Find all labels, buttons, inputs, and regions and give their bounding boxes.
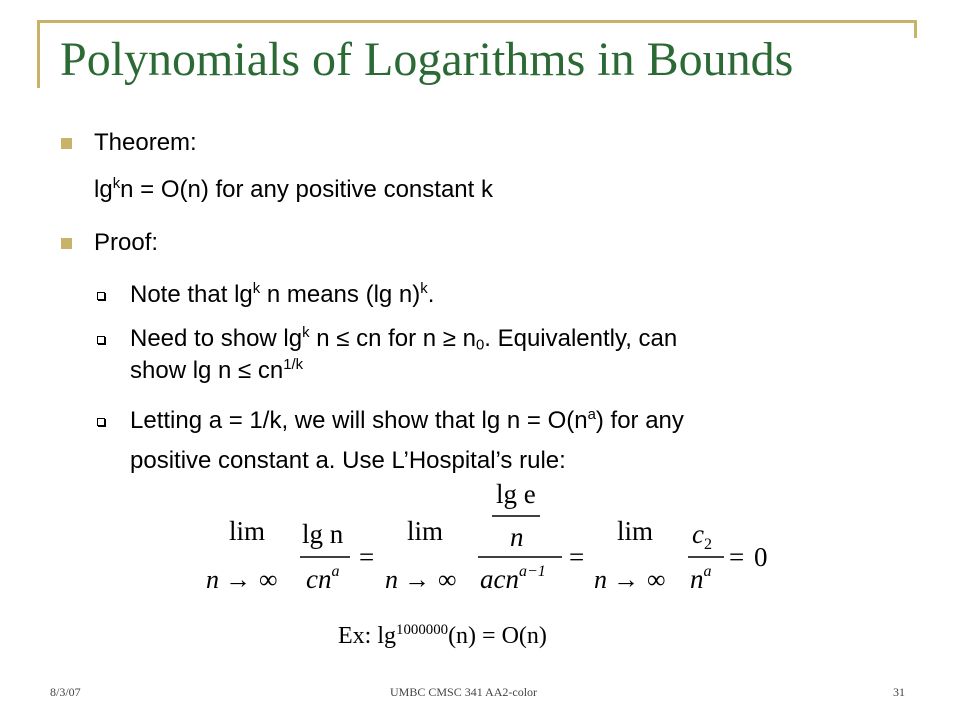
lim-sub-3: n → ∞ (594, 565, 666, 594)
result-zero: 0 (754, 542, 768, 572)
lim-1: lim (229, 516, 266, 546)
frac1-num: lg n (302, 519, 344, 549)
frac2-num-top: lg e (496, 479, 536, 509)
footer-course: UMBC CMSC 341 AA2-color (390, 685, 538, 699)
lim-sub-2: n → ∞ (385, 565, 457, 594)
proof-label: Proof: (94, 229, 159, 256)
lim-2: lim (407, 516, 444, 546)
eq-2: = (569, 542, 585, 572)
proof-item-3-line1: Letting a = 1/k, we will show that $\lg n = O(n^a)$ for any (130, 407, 684, 434)
example-line: Ex: $\lg^{1000000}(n) = O(n)$ (338, 622, 547, 649)
frac2-num-bot: n (510, 522, 524, 552)
proof-item-3-line2: positive constant a. Use L’Hospital’s rule: (130, 447, 566, 474)
theorem-label: Theorem: (94, 129, 197, 156)
footer-date: 8/3/07 (50, 685, 81, 699)
footer-page-number: 31 (893, 685, 905, 699)
frac2-den: acn$^{a-1}$ (480, 563, 546, 594)
frac3-den: $n^a$ (690, 563, 712, 594)
slide-title: Polynomials of Logarithms in Bounds (60, 33, 794, 86)
proof-item-1: Note that $\lg^k n$ means (lg n)$^k$. (130, 281, 435, 308)
theorem-statement: $\lg^kn = O(n)$ for any positive constant k (94, 176, 493, 203)
eq-3: = (729, 542, 745, 572)
frac1-den: $cn^a$ (306, 563, 340, 594)
lim-sub-1: n → ∞ (206, 565, 278, 594)
proof-item-2-line2: show $\lg n \le cn^{1/k}$ (130, 357, 304, 384)
eq-1: = (359, 542, 375, 572)
frac3-num: $c_2$ (692, 519, 712, 553)
lim-3: lim (617, 516, 654, 546)
proof-item-2-line1: Need to show $\lg^k n$ ≤ cn for $n \ge n_0$. Equivalently, can (130, 325, 678, 354)
